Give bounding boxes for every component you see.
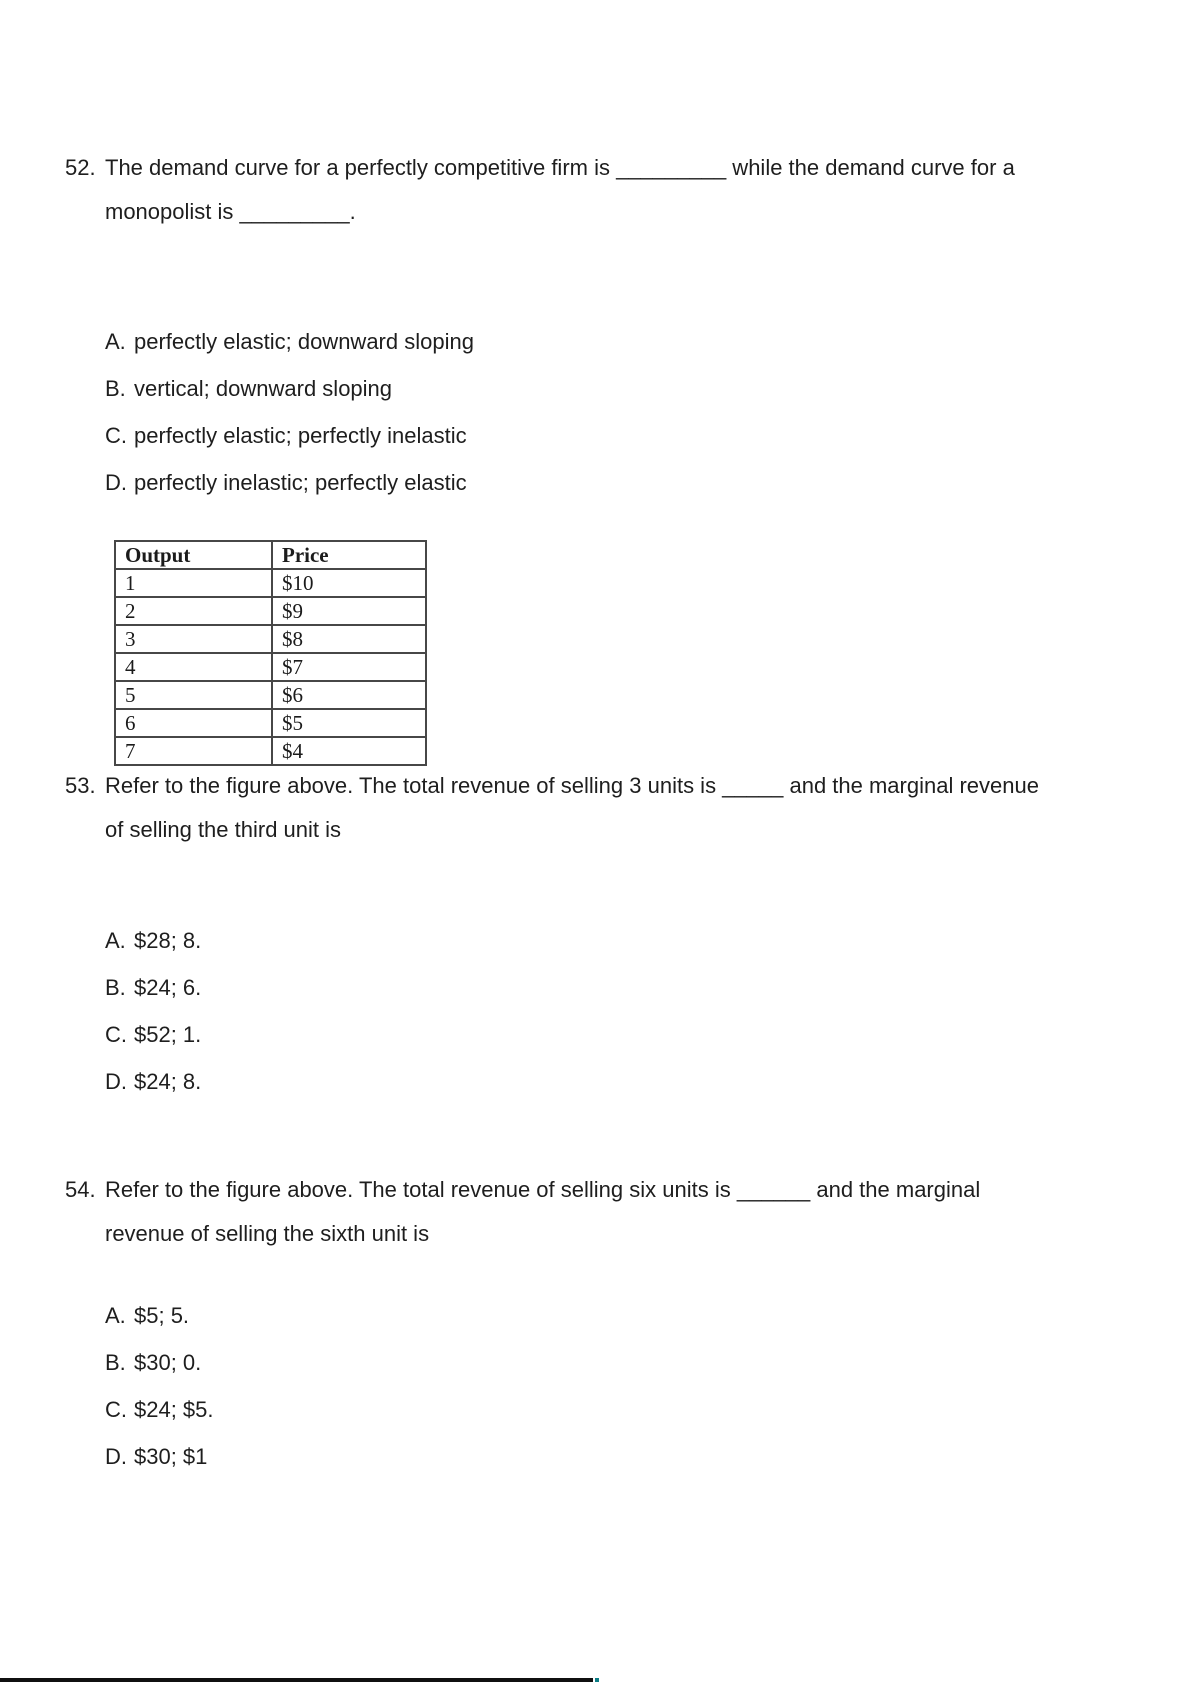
question-54-line-2: revenue of selling the sixth unit is <box>105 1221 430 1246</box>
option-text: vertical; downward sloping <box>134 376 393 401</box>
option-label: D. <box>105 1444 127 1469</box>
option-row-52c <box>105 412 474 459</box>
option-text: perfectly elastic; downward sloping <box>134 329 474 354</box>
output-cell: 3 <box>115 625 272 653</box>
option-label: D. <box>105 470 127 495</box>
option-row-52a <box>105 318 474 365</box>
question-53 <box>65 764 1039 852</box>
footer-accent-dot <box>595 1678 599 1682</box>
question-54-line-1: Refer to the figure above. The total revenue of selling six units is ______ and the marginal <box>105 1177 981 1202</box>
question-52-line-2: monopolist is _________. <box>105 199 356 224</box>
output-cell: 7 <box>115 737 272 765</box>
price-cell: $8 <box>272 625 426 653</box>
option-row-54a <box>105 1292 214 1339</box>
table-row <box>115 569 426 597</box>
output-cell: 2 <box>115 597 272 625</box>
price-cell: $6 <box>272 681 426 709</box>
question-52-options <box>105 318 474 506</box>
option-row-53d <box>105 1058 201 1105</box>
option-label: B. <box>105 975 126 1000</box>
option-text: perfectly inelastic; perfectly elastic <box>134 470 467 495</box>
option-text: $28; 8. <box>134 928 202 953</box>
question-53-text <box>105 764 1039 852</box>
question-53-number: 53. <box>65 773 96 798</box>
option-row-54c <box>105 1386 214 1433</box>
option-text: $30; $1 <box>134 1444 208 1469</box>
option-label: B. <box>105 1350 126 1375</box>
option-row-53a <box>105 917 201 964</box>
option-label: C. <box>105 423 127 448</box>
question-52 <box>65 146 1015 234</box>
question-53-line-1: Refer to the figure above. The total revenue of selling 3 units is _____ and the marginal revenue <box>105 773 1039 798</box>
question-54-number: 54. <box>65 1177 96 1202</box>
table-header-output: Output <box>115 541 272 569</box>
output-cell: 6 <box>115 709 272 737</box>
output-cell: 5 <box>115 681 272 709</box>
question-53-line-2: of selling the third unit is <box>105 817 342 842</box>
option-label: C. <box>105 1397 127 1422</box>
question-54 <box>65 1168 980 1256</box>
footer-divider-bar <box>0 1678 593 1682</box>
price-cell: $7 <box>272 653 426 681</box>
price-cell: $4 <box>272 737 426 765</box>
question-52-number: 52. <box>65 155 96 180</box>
option-text: $30; 0. <box>134 1350 202 1375</box>
table-header-row <box>115 541 426 569</box>
option-row-54b <box>105 1339 214 1386</box>
output-cell: 1 <box>115 569 272 597</box>
price-cell: $10 <box>272 569 426 597</box>
option-label: A. <box>105 928 126 953</box>
option-row-52b <box>105 365 474 412</box>
table-header-price: Price <box>272 541 426 569</box>
table-row <box>115 597 426 625</box>
option-label: D. <box>105 1069 127 1094</box>
table-row <box>115 625 426 653</box>
option-text: $24; $5. <box>134 1397 214 1422</box>
question-52-line-1: The demand curve for a perfectly competitive firm is _________ while the demand curve for a <box>105 155 1015 180</box>
option-text: $5; 5. <box>134 1303 190 1328</box>
question-53-options <box>105 917 201 1105</box>
question-54-options <box>105 1292 214 1480</box>
option-text: $52; 1. <box>134 1022 202 1047</box>
option-label: A. <box>105 1303 126 1328</box>
option-row-53b <box>105 964 201 1011</box>
option-label: C. <box>105 1022 127 1047</box>
price-cell: $9 <box>272 597 426 625</box>
option-label: B. <box>105 376 126 401</box>
price-cell: $5 <box>272 709 426 737</box>
table-row <box>115 681 426 709</box>
option-text: perfectly elastic; perfectly inelastic <box>134 423 467 448</box>
option-text: $24; 8. <box>134 1069 202 1094</box>
question-54-text <box>105 1168 980 1256</box>
option-label: A. <box>105 329 126 354</box>
output-price-table <box>114 540 427 766</box>
option-row-52d <box>105 459 474 506</box>
table-row <box>115 709 426 737</box>
table-row <box>115 737 426 765</box>
option-row-53c <box>105 1011 201 1058</box>
question-52-text <box>105 146 1015 234</box>
output-cell: 4 <box>115 653 272 681</box>
table-row <box>115 653 426 681</box>
option-row-54d <box>105 1433 214 1480</box>
option-text: $24; 6. <box>134 975 202 1000</box>
